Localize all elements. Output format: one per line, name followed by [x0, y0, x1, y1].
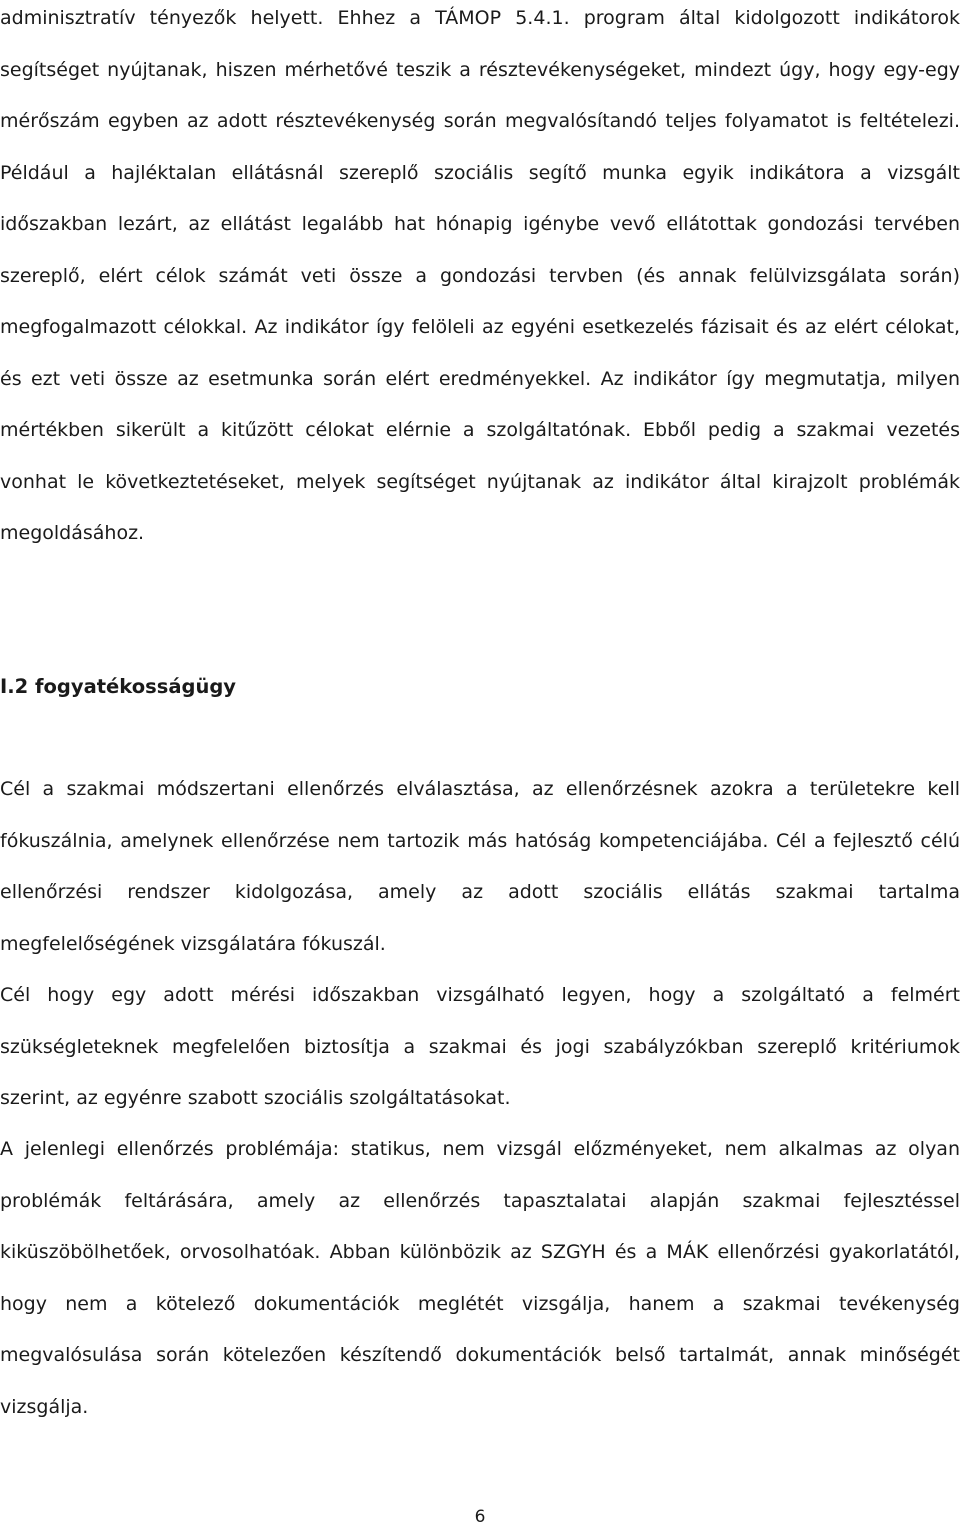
section-heading: I.2 fogyatékosságügy: [0, 675, 236, 698]
goal-measurement-paragraph: Cél hogy egy adott mérési időszakban vizsgálható legyen, hogy a szolgáltató a felmért szükségleteknek megfelelően biztosítja a szakmai és jogi szabályzókban szereplő kritériumok szerint, az egyénre szabott szociális szolgáltatásokat.: [0, 984, 960, 1109]
current-problem-paragraph: A jelenlegi ellenőrzés problémája: statikus, nem vizsgál előzményeket, nem alkalmas az olyan problémák feltárására, amely az ellenőrzés tapasztalatai alapján szakmai fejlesztéssel kiküszöbölhetőek, orvosolhatóak. Abban különbözik az SZGYH és a MÁK ellenőrzési gyakorlatától, hogy nem a kötelező dokumentációk meglétét vizsgálja, hanem a szakmai tevékenység megvalósulása során kötelezően készítendő dokumentációk belső tartalmát, annak minőségét vizsgálja.: [0, 1138, 960, 1418]
page-number: 6: [474, 1507, 486, 1527]
intro-paragraph: adminisztratív tényezők helyett. Ehhez a TÁMOP 5.4.1. program által kidolgozott indikátorok segítséget nyújtanak, hiszen mérhetővé teszik a résztevékenységeket, mindezt úgy, hogy egy-egy mérőszám egyben az adott résztevékenység során megvalósítandó teljes folyamatot is feltételezi. Például a hajléktalan ellátásnál szereplő szociális segítő munka egyik indikátora a vizsgált időszakban lezárt, az ellátást legalább hat hónapig igénybe vevő ellátottak gondozási tervében szereplő, elért célok számát veti össze a gondozási tervben (és annak felülvizsgálata során) megfogalmazott célokkal. Az indikátor így felöleli az egyéni esetkezelés fázisait és az elért célokat, és ezt veti össze az esetmunka során elért eredményekkel. Az indikátor így megmutatja, milyen mértékben sikerült a kitűzött célokat elérnie a szolgáltatónak. Ebből pedig a szakmai vezetés vonhat le következtetéseket, melyek segítséget nyújtanak az indikátor által kirajzolt problémák megoldásához.: [0, 7, 960, 544]
goal-control-paragraph: Cél a szakmai módszertani ellenőrzés elválasztása, az ellenőrzésnek azokra a területekre kell fókuszálnia, amelynek ellenőrzése nem tartozik más hatóság kompetenciájába. Cél a fejlesztő célú ellenőrzési rendszer kidolgozása, amely az adott szociális ellátás szakmai tartalma megfelelőségének vizsgálatára fókuszál.: [0, 778, 960, 955]
